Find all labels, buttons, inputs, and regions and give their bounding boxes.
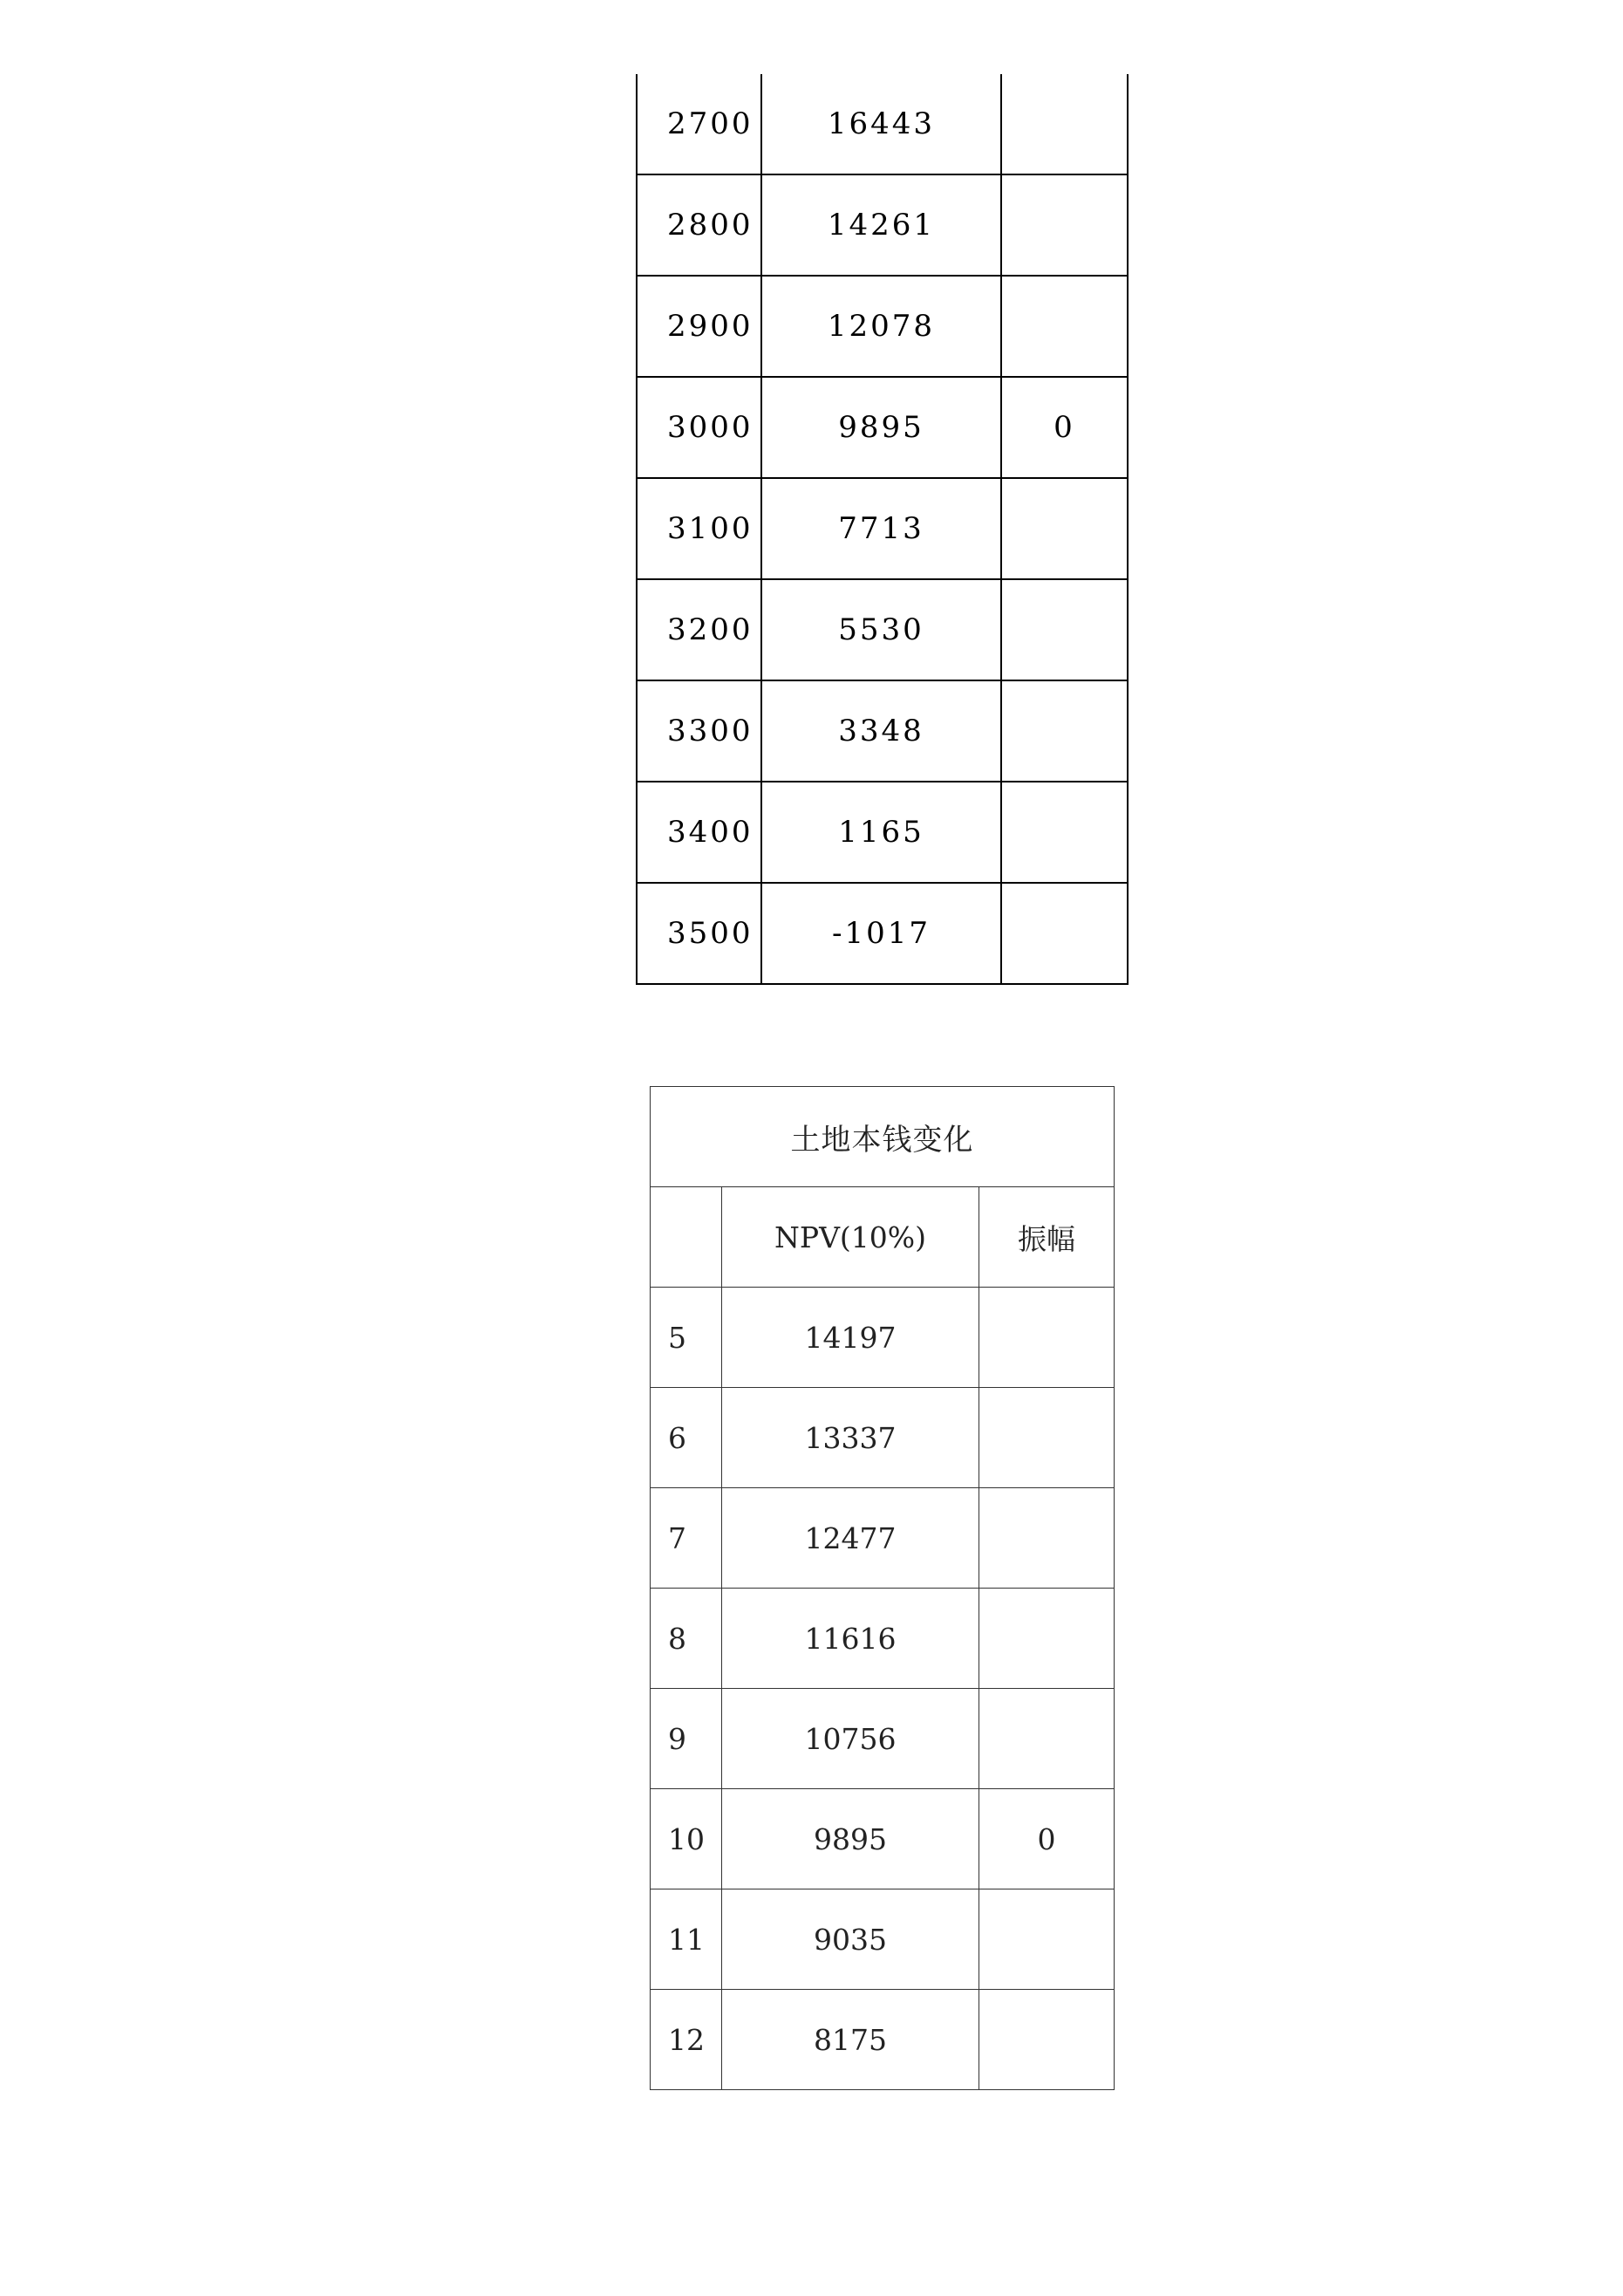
- table-cell-value: 8: [651, 1589, 722, 1689]
- table-cell-npv: 11616: [722, 1589, 979, 1689]
- table-title: 土地本钱变化: [651, 1087, 1115, 1187]
- table-cell-amplitude: [1001, 478, 1128, 579]
- table-cell-npv: 14197: [722, 1288, 979, 1388]
- header-cell-empty: [651, 1187, 722, 1288]
- table-cell-value: 2700: [637, 74, 761, 174]
- table-cell-value: 11: [651, 1889, 722, 1990]
- table-cell-amplitude: [1001, 680, 1128, 782]
- table-row: [651, 1689, 1115, 1789]
- sensitivity-table-continued: [636, 74, 1129, 985]
- table-row: [651, 1288, 1115, 1388]
- table-cell-amplitude: [1001, 883, 1128, 984]
- table-row: [637, 579, 1128, 680]
- table-cell-amplitude: [1001, 782, 1128, 883]
- table-row: [637, 478, 1128, 579]
- table-cell-value: 5: [651, 1288, 722, 1388]
- table-cell-value: 12: [651, 1990, 722, 2090]
- table-cell-npv: 9895: [761, 377, 1001, 478]
- table-row: [651, 1889, 1115, 1990]
- table-cell-value: 3500: [637, 883, 761, 984]
- table-cell-amplitude: [979, 1990, 1115, 2090]
- table-cell-npv: 14261: [761, 174, 1001, 276]
- table-cell-npv: 13337: [722, 1388, 979, 1488]
- table-cell-npv: 12477: [722, 1488, 979, 1589]
- table-header-row: [651, 1187, 1115, 1288]
- table-cell-npv: 16443: [761, 74, 1001, 174]
- table-cell-amplitude: 0: [979, 1789, 1115, 1889]
- table-cell-npv: 9895: [722, 1789, 979, 1889]
- header-cell-amplitude: 振幅: [979, 1187, 1115, 1288]
- table-cell-amplitude: [979, 1488, 1115, 1589]
- table-cell-value: 3100: [637, 478, 761, 579]
- table-cell-npv: 3348: [761, 680, 1001, 782]
- table-cell-npv: 12078: [761, 276, 1001, 377]
- table-cell-value: 2800: [637, 174, 761, 276]
- table-cell-amplitude: [979, 1589, 1115, 1689]
- table-cell-npv: 7713: [761, 478, 1001, 579]
- table-cell-npv: -1017: [761, 883, 1001, 984]
- table-cell-npv: 10756: [722, 1689, 979, 1789]
- header-cell-npv: NPV(10%): [722, 1187, 979, 1288]
- table-row: [637, 782, 1128, 883]
- table-row: [651, 1388, 1115, 1488]
- table-row: [637, 377, 1128, 478]
- table-title-row: [651, 1087, 1115, 1187]
- table-row: [637, 276, 1128, 377]
- table-cell-npv: 5530: [761, 579, 1001, 680]
- table-row: [651, 1789, 1115, 1889]
- table-row: [637, 74, 1128, 174]
- table-cell-value: 2900: [637, 276, 761, 377]
- table-cell-amplitude: [1001, 174, 1128, 276]
- table-cell-amplitude: [979, 1288, 1115, 1388]
- table-cell-npv: 9035: [722, 1889, 979, 1990]
- table-cell-amplitude: [979, 1889, 1115, 1990]
- table-cell-value: 10: [651, 1789, 722, 1889]
- table-cell-amplitude: [1001, 74, 1128, 174]
- table-cell-value: 7: [651, 1488, 722, 1589]
- table-row: [637, 883, 1128, 984]
- table-cell-value: 3400: [637, 782, 761, 883]
- table-cell-npv: 1165: [761, 782, 1001, 883]
- table-row: [651, 1990, 1115, 2090]
- table-cell-amplitude: 0: [1001, 377, 1128, 478]
- table-row: [637, 174, 1128, 276]
- table-cell-value: 3300: [637, 680, 761, 782]
- table-row: [637, 680, 1128, 782]
- table-cell-value: 3200: [637, 579, 761, 680]
- table-cell-amplitude: [1001, 276, 1128, 377]
- table-cell-value: 3000: [637, 377, 761, 478]
- land-cost-sensitivity-table: [650, 1086, 1115, 2090]
- table-cell-amplitude: [1001, 579, 1128, 680]
- table-cell-amplitude: [979, 1388, 1115, 1488]
- table-cell-value: 6: [651, 1388, 722, 1488]
- table-cell-value: 9: [651, 1689, 722, 1789]
- table-row: [651, 1589, 1115, 1689]
- table-row: [651, 1488, 1115, 1589]
- table-cell-npv: 8175: [722, 1990, 979, 2090]
- table-cell-amplitude: [979, 1689, 1115, 1789]
